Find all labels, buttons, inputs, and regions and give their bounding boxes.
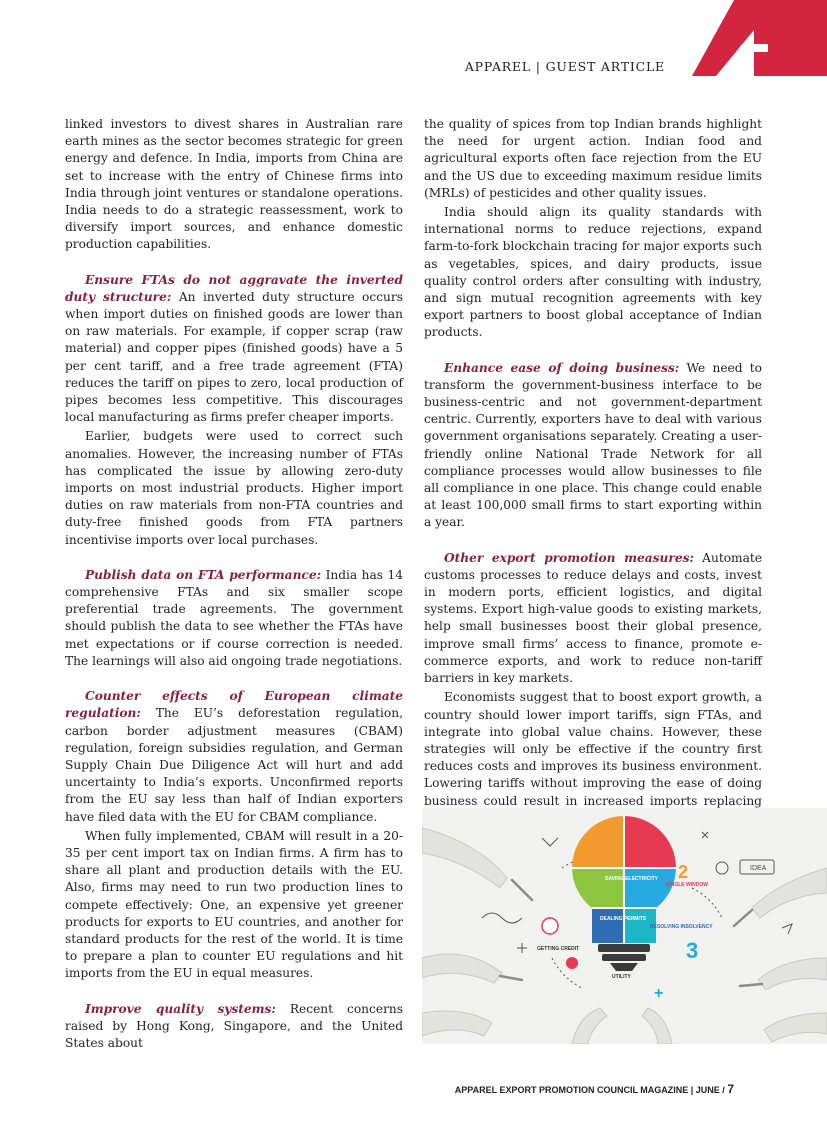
paragraph: the quality of spices from top Indian brands highlight the need for urgent action. Indian food and agricultural exports often face rejection from the EU and the US due to exceeding maximum residue limits (MRLs) of pesticides and other quality issues. xyxy=(424,117,762,200)
paragraph: Other export promotion measures: Automate customs processes to reduce delays and costs, invest in modern ports, efficient logistics, and digital systems. Export high-value goods to existing markets, help small businesses boost their global presence, improve small firms’ access to finance, promote e-commerce exports, and work to reduce non-tariff barriers in key markets. xyxy=(424,550,762,686)
figure-label: IDEA xyxy=(750,865,767,872)
left-column xyxy=(65,116,403,1054)
figure-label: DEALING PERMITS xyxy=(600,916,647,922)
figure-label: SAVING ELECTRICITY xyxy=(605,876,658,882)
section-lead: Ensure FTAs do not aggravate the inverted duty structure: xyxy=(65,272,403,304)
paragraph: Ensure FTAs do not aggravate the inverted duty structure: An inverted duty structure occurs when import duties on finished goods are lower than on raw materials. For example, if copper scrap (raw material) and copper pipes (finished goods) have a 5 per cent tariff, and a free trade agreement (FTA) reduces the tariff on pipes to zero, local production of pipes becomes less competitive. This discourages local manufacturing as firms prefer cheaper imports. xyxy=(65,272,403,425)
figure-label: RESOLVING INSOLVENCY xyxy=(650,924,713,930)
paragraph: Counter effects of European climate regulation: The EU’s deforestation regulation, carbon border adjustment measures (CBAM) regulation, foreign subsidies regulation, and German Supply Chain Due Diligence Act will hurt and add uncertainty to India’s exports. Unconfirmed reports from the EU say less than half of Indian exporters have filed data with the EU for CBAM compliance. xyxy=(65,689,403,824)
paragraph: Earlier, budgets were used to correct such anomalies. However, the increasing number of FTAs has complicated the issue by allowing zero-duty imports on most industrial products. Higher import duties on raw materials from non-FTA countries and duty-free finished goods from FTA partners incentivise imports over local purchases. xyxy=(65,429,403,547)
section-header: APPAREL | GUEST ARTICLE xyxy=(464,59,665,74)
page-footer xyxy=(455,1082,734,1096)
section-lead: Counter effects of European climate regulation: xyxy=(65,689,403,721)
footer-text: APPAREL EXPORT PROMOTION COUNCIL MAGAZINE | JUNE / xyxy=(454,1085,728,1095)
paragraph: Enhance ease of doing business: We need to transform the government-business interface to be business-centric and not government-department centric. Currently, exporters have to deal with various government organisations separately. Creating a user-friendly online National Trade Network for all compliance processes would allow businesses to file all compliance in one place. This change could enable at least 100,000 small firms to start exporting within a year. xyxy=(424,360,762,530)
corner-logo-icon xyxy=(672,0,827,76)
svg-text:2: 2 xyxy=(678,862,689,882)
figure-label: GETTING CREDIT xyxy=(537,946,580,952)
right-column xyxy=(424,116,762,829)
svg-text:3: 3 xyxy=(686,938,699,963)
paragraph: linked investors to divest shares in Australian rare earth mines as the sector becomes strategic for green energy and defence. In India, imports from China are set to increase with the entry of Chinese firms into India through joint ventures or standalone operations. India needs to do a strategic reassessment, work to diversify import sources, and enhance domestic production capabilities. xyxy=(65,117,403,252)
paragraph: Improve quality systems: Recent concerns raised by Hong Kong, Singapore, and the United States about xyxy=(65,1001,403,1050)
paragraph: India should align its quality standards with international norms to reduce rejections, expand farm-to-fork blockchain tracing for major exports such as vegetables, spices, and dairy products, issue quality control orders after consulting with industry, and sign mutual recognition agreements with key export partners to boost global acceptance of Indian products. xyxy=(424,205,762,340)
svg-text:+: + xyxy=(654,985,664,1002)
paragraph: Publish data on FTA performance: India has 14 comprehensive FTAs and six smaller scope preferential trade agreements. The government should publish the data to see whether the FTAs have met expectations or if course correction is needed. The learnings will also aid ongoing trade negotiations. xyxy=(65,567,403,668)
lightbulb-puzzle-icon xyxy=(422,808,827,1044)
section-lead: Other export promotion measures: xyxy=(444,550,694,565)
paragraph: When fully implemented, CBAM will result in a 20-35 per cent import tax on Indian firms. A firm has to share all plant and production details with the EU. Also, firms may need to run two production lines to compete effectively: One, an expensive yet greener products for exports to EU countries, and another for standard products for the rest of the world. It is time to prepare a plan to counter EU regulations and hit imports from the EU in equal measures. xyxy=(65,828,403,981)
section-lead: Enhance ease of doing business: xyxy=(444,360,680,375)
paragraph: Economists suggest that to boost export growth, a country should lower import tariffs, sign FTAs, and integrate into global value chains. However, these strategies will only be effective if the country first reduces costs and improves its business environment. Lowering tariffs without improving the ease of doing business could result in increased imports replacing xyxy=(424,689,762,827)
section-lead: Improve quality systems: xyxy=(85,1001,276,1016)
page-number: 7 xyxy=(727,1082,734,1096)
illustration-lightbulb xyxy=(422,808,827,1044)
section-lead: Publish data on FTA performance: xyxy=(85,567,322,582)
figure-label: SINGLE WINDOW xyxy=(666,882,708,888)
figure-label: UTILITY xyxy=(612,974,631,980)
